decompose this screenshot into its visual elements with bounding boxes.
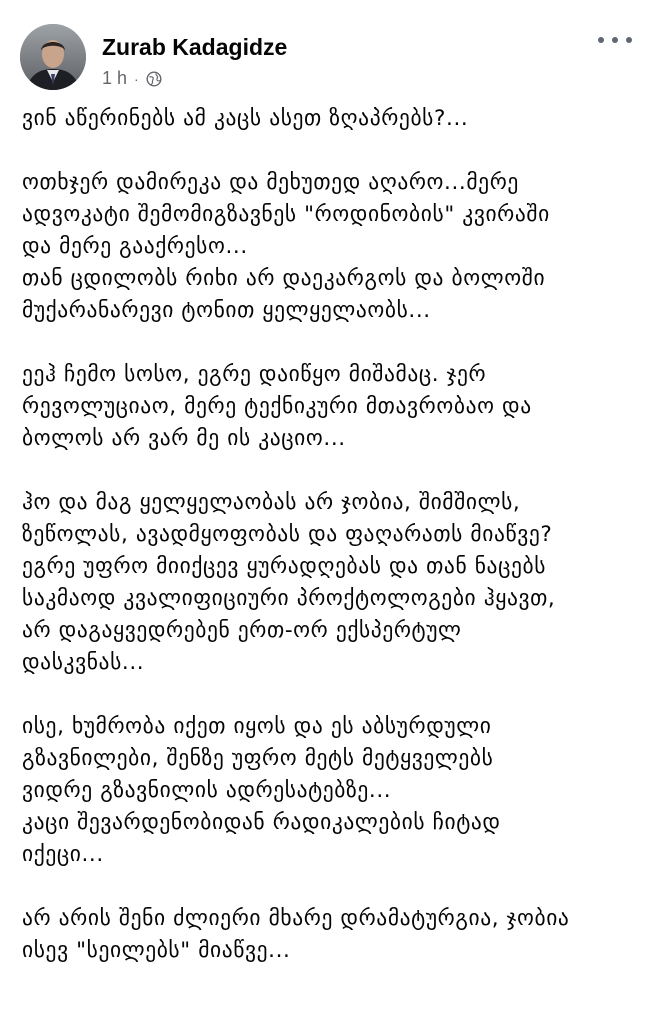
- post-text-line: გზავნილები, შენზე უფრო მეტს მეტყველებს: [22, 746, 494, 771]
- post-paragraph: [22, 487, 642, 679]
- post-text-line: ბოლოს არ ვარ მე ის კაციო...: [22, 426, 346, 451]
- post-text-line: ვინ აწერინებს ამ კაცს ასეთ ზღაპრებს?...: [22, 106, 469, 131]
- avatar[interactable]: [20, 24, 86, 90]
- post-paragraph: [22, 711, 642, 871]
- post-header: [18, 24, 638, 94]
- more-dot: [612, 37, 618, 43]
- meta-separator: ·: [134, 70, 139, 87]
- post-timestamp[interactable]: 1 h: [102, 68, 128, 88]
- post-paragraph: [22, 359, 642, 455]
- post-text: [22, 103, 642, 999]
- post-text-line: მუქარანარევი ტონით ყელყელაობს...: [22, 298, 431, 323]
- post-text-line: ვიდრე გზავნილის ადრესატებზე...: [22, 778, 392, 803]
- post-paragraph: [22, 103, 642, 135]
- post-text-line: არ დაგაყვედრებენ ერთ-ორ ექსპერტულ: [22, 618, 462, 643]
- post-text-line: ოთხჯერ დამირეკა და მეხუთედ აღარო...მერე: [22, 170, 519, 195]
- post-text-line: ზეწოლას, ავადმყოფობას და ფაღარათს მიაწვე?: [22, 522, 553, 547]
- post-text-line: საკმაოდ კვალიფიციური პროქტოლოგები ჰყავთ,: [22, 586, 556, 611]
- post-text-line: კაცი შევარდენობიდან რადიკალების ჩიტად: [22, 810, 501, 835]
- post-paragraph: [22, 167, 642, 327]
- post-text-line: თან ცდილობს რიხი არ დაეკარგოს და ბოლოში: [22, 266, 546, 291]
- post-paragraph: [22, 903, 642, 967]
- post-text-line: არ არის შენი ძლიერი მხარე დრამატურგია, ჯობია: [22, 906, 570, 931]
- author-name[interactable]: Zurab Kadagidze: [102, 34, 288, 60]
- more-dot: [598, 37, 604, 43]
- post-text-line: ისე, ხუმრობა იქეთ იყოს და ეს აბსურდული: [22, 714, 492, 739]
- post-text-line: რევოლუციაო, მერე ტექნიკური მთავრობაო და: [22, 394, 532, 419]
- post-text-line: ადვოკატი შემომიგზავნეს "როდინობის" კვირაში: [22, 202, 550, 227]
- post-text-line: დასკვნას...: [22, 650, 145, 675]
- globe-icon[interactable]: [146, 71, 162, 87]
- post-text-line: ეგრე უფრო მიიქცევ ყურადღებას და თან ნაცებს: [22, 554, 547, 579]
- post-text-line: ეეჰ ჩემო სოსო, ეგრე დაიწყო მიშამაც. ჯერ: [22, 362, 487, 387]
- more-options-icon[interactable]: [598, 32, 632, 48]
- post-text-line: ჰო და მაგ ყელყელაობას არ ჯობია, შიმშილს,: [22, 490, 521, 515]
- post-text-line: ისევ "სეილებს" მიაწვე...: [22, 938, 291, 963]
- post-text-line: და მერე გააქრესო...: [22, 234, 248, 259]
- more-dot: [626, 37, 632, 43]
- post-meta: [102, 68, 162, 89]
- post-text-line: იქეცი...: [22, 842, 104, 867]
